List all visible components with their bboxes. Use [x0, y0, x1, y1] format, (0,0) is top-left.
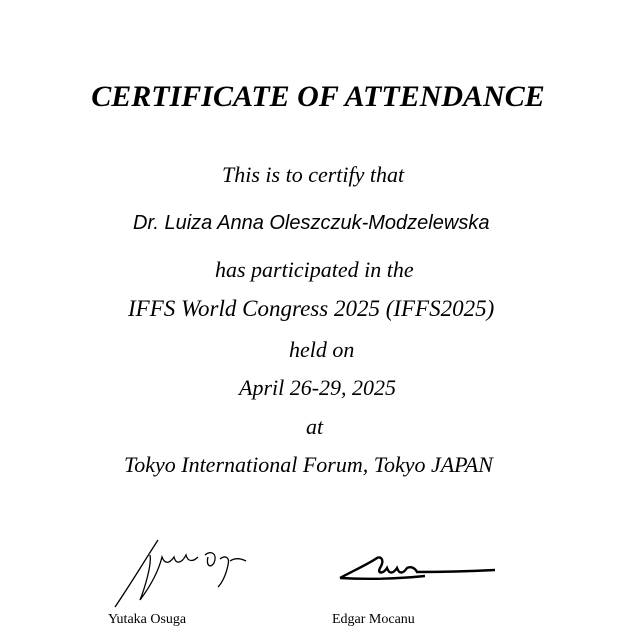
signature-osuga — [110, 535, 270, 615]
signatory-name: Edgar Mocanu — [332, 612, 415, 627]
event-name: IFFS World Congress 2025 (IFFS2025) — [128, 296, 495, 321]
event-dates: April 26-29, 2025 — [239, 375, 397, 400]
intro-text: This is to certify that — [222, 162, 405, 187]
signatory-name: Yutaka Osuga — [108, 612, 187, 627]
at-text: at — [306, 414, 324, 439]
certificate-title: CERTIFICATE OF ATTENDANCE — [91, 80, 545, 113]
signature-mocanu — [335, 548, 500, 588]
held-on-text: held on — [289, 337, 355, 362]
event-venue: Tokyo International Forum, Tokyo JAPAN — [124, 452, 493, 477]
participated-text: has participated in the — [215, 257, 414, 282]
recipient-name: Dr. Luiza Anna Oleszczuk-Modzelewska — [133, 212, 490, 234]
